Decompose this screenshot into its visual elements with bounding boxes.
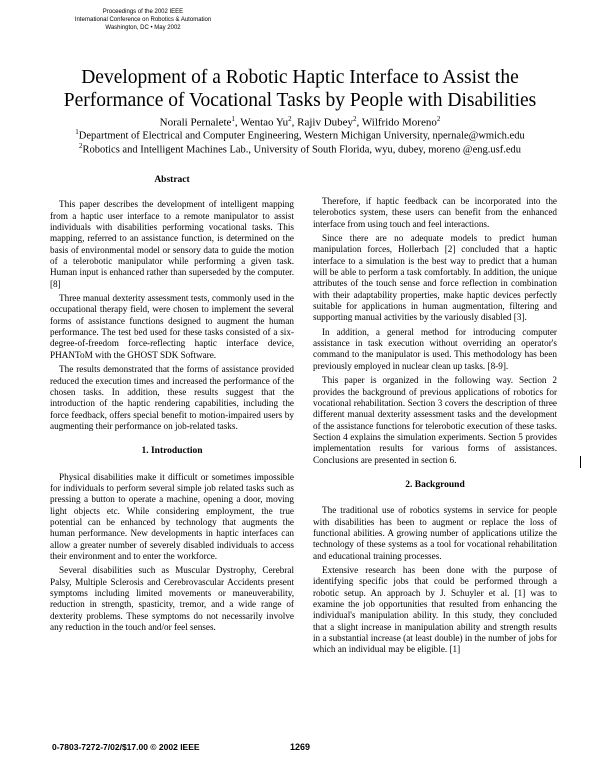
proceedings-line: Washington, DC • May 2002	[105, 25, 181, 31]
author-affil-mark: 2	[436, 115, 441, 123]
abstract-paragraph: This paper describes the development of intelligent mapping from a haptic user interface to a remote manipulator to assist individuals with disabilities performing vocational tasks. This mapping, referred to an assistance function, is determined on the basis of environmental model or sensory data to guide the motion of a telerobotic manipulator while performing a given task. Human input is enhanced rather than superseded by the computer. [8]	[50, 199, 294, 289]
intro-paragraph: Several disabilities such as Muscular Dystrophy, Cerebral Palsy, Multiple Sclerosis and Cerebrovascular Accidents present symptoms including limited movements or maneuverability, reduction in strength, spasticity, tremor, and a wide range of dexterity problems. These symptoms do not necessarily involve any reduction in the touch and/or feel senses.	[50, 565, 294, 633]
abstract-heading: Abstract	[154, 175, 190, 185]
left-column	[50, 175, 294, 636]
proceedings-line: International Conference on Robotics & Automation	[74, 17, 212, 23]
copyright-footer: 0-7803-7272-7/02/$17.00 © 2002 IEEE	[52, 742, 200, 752]
background-heading: 2. Background	[405, 479, 465, 490]
proceedings-line: Proceedings of the 2002 IEEE	[102, 9, 184, 15]
change-bar	[580, 456, 581, 468]
affiliation-text: Robotics and Intelligent Machines Lab., University of South Florida, wyu, dubey, moreno @eng.usf.edu	[82, 144, 522, 156]
body-paragraph: The traditional use of robotics systems in service for people with disabilities has been to augment or replace the loss of functional abilities. A growing number of applications utilize the technology of these systems as a tool for vocational rehabilitation and educational training processes.	[313, 505, 557, 561]
author-affil-mark: 2	[353, 115, 357, 123]
affiliation-2	[20, 139, 580, 158]
body-paragraph: Since there are no adequate models to predict human manipulation forces, Hollerbach [2] concluded that a haptic interface to a simulation is the best way to predict that a human will be able to perform a task comfortably. In addition, the unique attributes of the touch sense and force reflection in combination with their adaptability properties, make haptic devices perfectly suitable for applications in human augmentation, filtering and supporting manual activities by the variously disabled [3].	[313, 233, 557, 323]
author-affil-mark: 2	[288, 115, 292, 123]
affiliation-mark: 2	[78, 142, 83, 150]
title-line: Development of a Robotic Haptic Interface to Assist the	[81, 67, 519, 88]
proceedings-header	[63, 8, 223, 32]
intro-heading: 1. Introduction	[141, 446, 203, 457]
body-paragraph: Therefore, if haptic feedback can be incorporated into the telerobotics system, these users can benefit from the enhanced interface from using touch and feel interactions.	[313, 196, 557, 229]
affiliation-mark: 1	[75, 128, 79, 136]
paper-title	[30, 66, 570, 112]
body-paragraph: In addition, a general method for introducing computer assistance in task execution without overriding an operator's command to the manipulator is used. This methodology has been previously employed in nuclear clean up tasks. [8-9].	[313, 326, 557, 371]
affiliation-text: Department of Electrical and Computer Engineering, Western Michigan University, npernale@wmich.edu	[78, 130, 525, 142]
author-name: , Wilfrido Moreno	[356, 116, 437, 129]
author-name: Norali Pernalete	[159, 116, 232, 129]
title-line: Performance of Vocational Tasks by People with Disabilities	[63, 90, 537, 111]
author-name: , Wentao Yu	[234, 116, 289, 129]
intro-paragraph: Physical disabilities make it difficult or sometimes impossible for individuals to perform several simple job related tasks such as pressing a button to operate a machine, opening a door, moving light objects etc. While considering employment, the true potential can be enhanced by technology that augments the human performance. New developments in haptic interfaces can allow a greater number of severely disabled individuals to access their environment and to enter the workforce.	[50, 471, 294, 561]
body-paragraph: This paper is organized in the following way. Section 2 provides the background of previous applications of robotics for vocational rehabilitation. Section 3 covers the description of three different manual dexterity assessment tasks and the development of the assistance functions for telerobotic execution of these tasks. Section 4 explains the simulation experiments. Section 5 provides implementation results for various forms of assistances. Conclusions are presented in section 6.	[313, 375, 557, 465]
author-affil-mark: 1	[231, 115, 235, 123]
abstract-paragraph: The results demonstrated that the forms of assistance provided reduced the execution times and increased the performance of the chosen tasks. In addition, these results suggest that the introduction of the haptic rendering capabilities, including the force feedback, offers special benefit to motion-impaired users by augmenting their performance on job-related tasks.	[50, 364, 294, 431]
author-name: , Rajiv Dubey	[291, 116, 354, 129]
right-column	[313, 196, 557, 659]
abstract-paragraph: Three manual dexterity assessment tests, commonly used in the occupational therapy field, were chosen to implement the several forms of assistance functions designed to augment the human performance. The test bed used for these tasks consisted of a six-degree-of-freedom force-reflecting haptic interface device, PHANToM with the GHOST SDK Software.	[50, 293, 294, 360]
body-paragraph: Extensive research has been done with the purpose of identifying specific jobs that could be performed through a robotic setup. An approach by J. Schuyler et al. [1] was to examine the job opportunities that resulted from enhancing the individual's manipulation ability. In this study, they concluded that a slight increase in manipulation ability and strength results in a substantial increase (at least double) in the number of jobs for which an individual may be eligible. [1]	[313, 564, 557, 655]
page-number: 1269	[290, 742, 311, 752]
